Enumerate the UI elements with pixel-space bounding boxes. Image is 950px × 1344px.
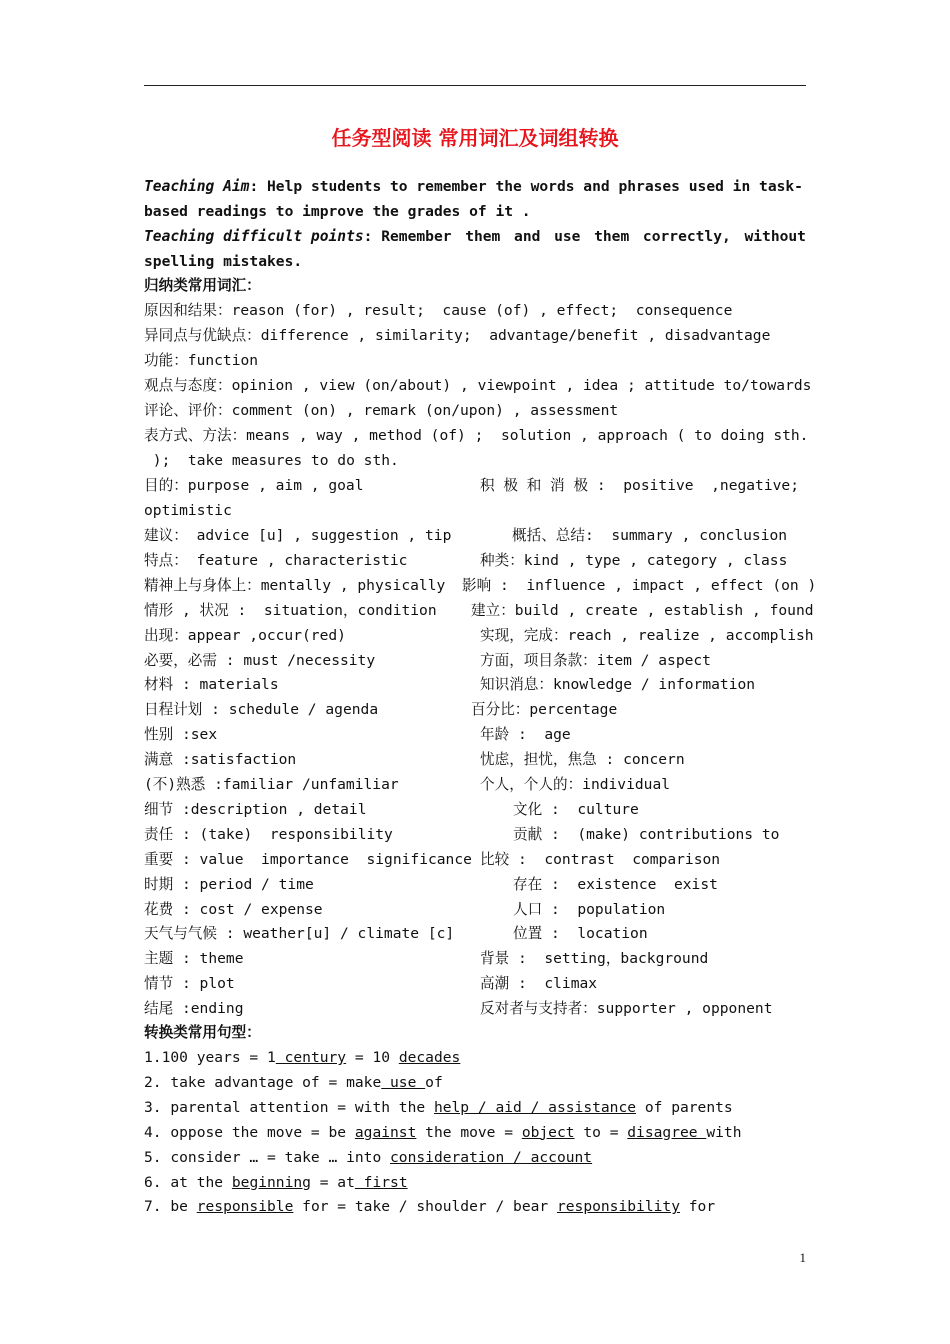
teaching-aim-line1: Teaching Aim: Help students to remember the words and phrases used in task- — [144, 178, 803, 195]
sentence-text: 6. at the — [144, 1173, 232, 1191]
underlined-blank: century — [275, 1049, 347, 1066]
vocab-row-left: 细节 :description , detail — [144, 800, 367, 818]
underlined-blank: help / aid / assistance — [433, 1098, 637, 1116]
sentence-text: = 10 — [346, 1049, 399, 1066]
vocab-positive-negative: 积 极 和 消 极 : positive ,negative; — [480, 477, 799, 494]
vocab-row-right: 存在 : existence exist — [513, 875, 718, 893]
vocab-row-left: 必要，必需 : must /necessity — [144, 651, 376, 669]
sentence-text: for = take / shoulder / bear — [293, 1198, 557, 1216]
sentence-text: 2. take advantage of = make — [144, 1073, 382, 1091]
sentence-text: 5. consider … = take … into — [144, 1148, 391, 1166]
sentence-text: 4. oppose the move = be — [144, 1123, 355, 1141]
underlined-blank: beginning — [231, 1173, 311, 1191]
vocab-row-left: 重要 : value importance significance — [144, 850, 472, 868]
sentence-text: 1.100 years = 1 — [144, 1049, 276, 1066]
vocab-row-right: 知识消息：knowledge / information — [480, 676, 756, 694]
section-heading-vocab: 归纳类常用词汇： — [144, 277, 261, 294]
vocab-row-right: 方面，项目条款：item / aspect — [480, 651, 711, 669]
vocab-row-right: 影响 : influence , impact , effect (on ) — [462, 576, 817, 594]
underlined-blank: first — [354, 1173, 408, 1191]
vocab-row-left: 材料 : materials — [144, 676, 279, 694]
page-number: 1 — [799, 1250, 806, 1265]
vocab-row-right: 忧虑，担忧，焦急 : concern — [480, 751, 685, 769]
underlined-blank: disagree — [627, 1123, 707, 1141]
teaching-difficult-line1: Teaching difficult points: Remember them and use them correctly, without — [144, 228, 806, 245]
vocab-row-left: 出现：appear ,occur(red) — [144, 626, 346, 644]
vocab-row-right: 建立：build , create , establish , found — [471, 601, 814, 619]
underlined-blank: use — [381, 1073, 426, 1091]
sentence-text: 3. parental attention = with the — [144, 1098, 434, 1116]
underlined-blank: consideration / account — [390, 1148, 593, 1166]
vocab-line: 表方式、方法：means , way , method (of) ; solution , approach ( to doing sth. — [144, 427, 809, 444]
vocab-row-right: 位置 : location — [513, 925, 648, 943]
vocab-row-right: 种类：kind , type , category , class — [480, 551, 788, 569]
sentence-line — [144, 1099, 733, 1117]
teaching-difficult-line2: spelling mistakes. — [144, 253, 303, 270]
vocab-row-right: 背景 : setting，background — [480, 950, 709, 968]
sentence-text: = at — [310, 1173, 355, 1191]
vocab-row-left: 天气与气候 : weather[u] / climate [c] — [144, 925, 455, 943]
underlined-blank: decades — [398, 1049, 461, 1066]
vocab-line: 观点与态度：opinion , view (on/about) , viewpoint , idea ; attitude to/towards — [144, 377, 812, 394]
sentence-text: 7. be — [144, 1198, 197, 1216]
vocab-row-right: 文化 : culture — [513, 800, 639, 818]
vocab-row-left: 情节 : plot — [144, 975, 235, 993]
underlined-blank: against — [354, 1123, 417, 1141]
vocab-purpose: 目的：purpose , aim , goal — [144, 477, 364, 494]
underlined-blank: object — [521, 1123, 575, 1141]
teaching-difficult-label: Teaching difficult points — [144, 228, 364, 245]
sentence-text: of parents — [636, 1098, 733, 1116]
vocab-row-left: 花费 : cost / expense — [144, 900, 323, 918]
vocab-row-left: 情形 , 状况 : situation，condition — [144, 601, 437, 619]
vocab-line: 原因和结果：reason (for) , result; cause (of) , effect; consequence — [144, 302, 733, 319]
sentence-line — [144, 1074, 443, 1092]
vocab-row-left: 性别 :sex — [144, 726, 218, 744]
vocab-row-left: (不)熟悉 :familiar /unfamiliar — [144, 776, 399, 793]
underlined-blank: responsible — [196, 1198, 294, 1216]
section-heading-sentences: 转换类常用句型： — [144, 1024, 261, 1041]
page-title: 任务型阅读 常用词汇及词组转换 — [331, 126, 619, 150]
vocab-row-right: 比较 : contrast comparison — [480, 850, 721, 868]
teaching-aim-label: Teaching Aim — [144, 178, 250, 195]
sentence-line — [144, 1124, 742, 1142]
vocab-row-left: 主题 : theme — [144, 950, 244, 968]
sentence-text: with — [706, 1123, 742, 1141]
vocab-row-left: 日程计划 : schedule / agenda — [144, 701, 379, 719]
vocab-row-left: 建议： advice [u] , suggestion , tip — [144, 527, 452, 544]
vocab-optimistic: optimistic — [144, 502, 232, 519]
vocab-row-left: 责任 : (take) responsibility — [144, 825, 393, 843]
vocab-row-right: 实现，完成：reach , realize , accomplish — [480, 626, 814, 644]
sentence-text: for — [679, 1198, 716, 1216]
vocab-row-left: 满意 :satisfaction — [144, 751, 297, 769]
vocab-row-left: 结尾 :ending — [144, 1000, 244, 1018]
vocab-line: ); take measures to do sth. — [144, 452, 399, 469]
vocab-line: 功能：function — [144, 352, 259, 369]
vocab-line: 评论、评价：comment (on) , remark (on/upon) , assessment — [144, 402, 619, 419]
vocab-row-left: 特点： feature , characteristic — [144, 551, 408, 569]
sentence-line — [144, 1198, 715, 1216]
teaching-aim-line2: based readings to improve the grades of it . — [144, 203, 531, 220]
sentence-line — [144, 1149, 592, 1167]
sentence-line — [144, 1049, 460, 1067]
vocab-row-right: 反对者与支持者：supporter , opponent — [480, 1000, 773, 1018]
vocab-row-right: 个人，个人的：individual — [480, 776, 671, 793]
vocab-row-left: 时期 : period / time — [144, 875, 314, 893]
vocab-row-right: 人口 : population — [513, 900, 666, 918]
underlined-blank: responsibility — [556, 1198, 680, 1216]
vocab-row-right: 年龄 : age — [480, 726, 571, 744]
vocab-row-right: 高潮 : climax — [480, 975, 598, 993]
sentence-line — [144, 1174, 408, 1192]
sentence-text: to = — [574, 1123, 628, 1141]
vocab-row-right: 百分比：percentage — [471, 701, 618, 719]
header-rule — [144, 85, 806, 86]
vocab-row-right: 概括、总结: summary , conclusion — [512, 527, 788, 544]
vocab-row-right: 贡献 : (make) contributions to — [513, 825, 780, 843]
vocab-row-left: 精神上与身体上：mentally , physically — [144, 576, 446, 594]
sentence-text: of — [425, 1073, 443, 1091]
sentence-text: the move = — [416, 1123, 522, 1141]
vocab-line: 异同点与优缺点：difference , similarity; advantage/benefit , disadvantage — [144, 327, 771, 344]
